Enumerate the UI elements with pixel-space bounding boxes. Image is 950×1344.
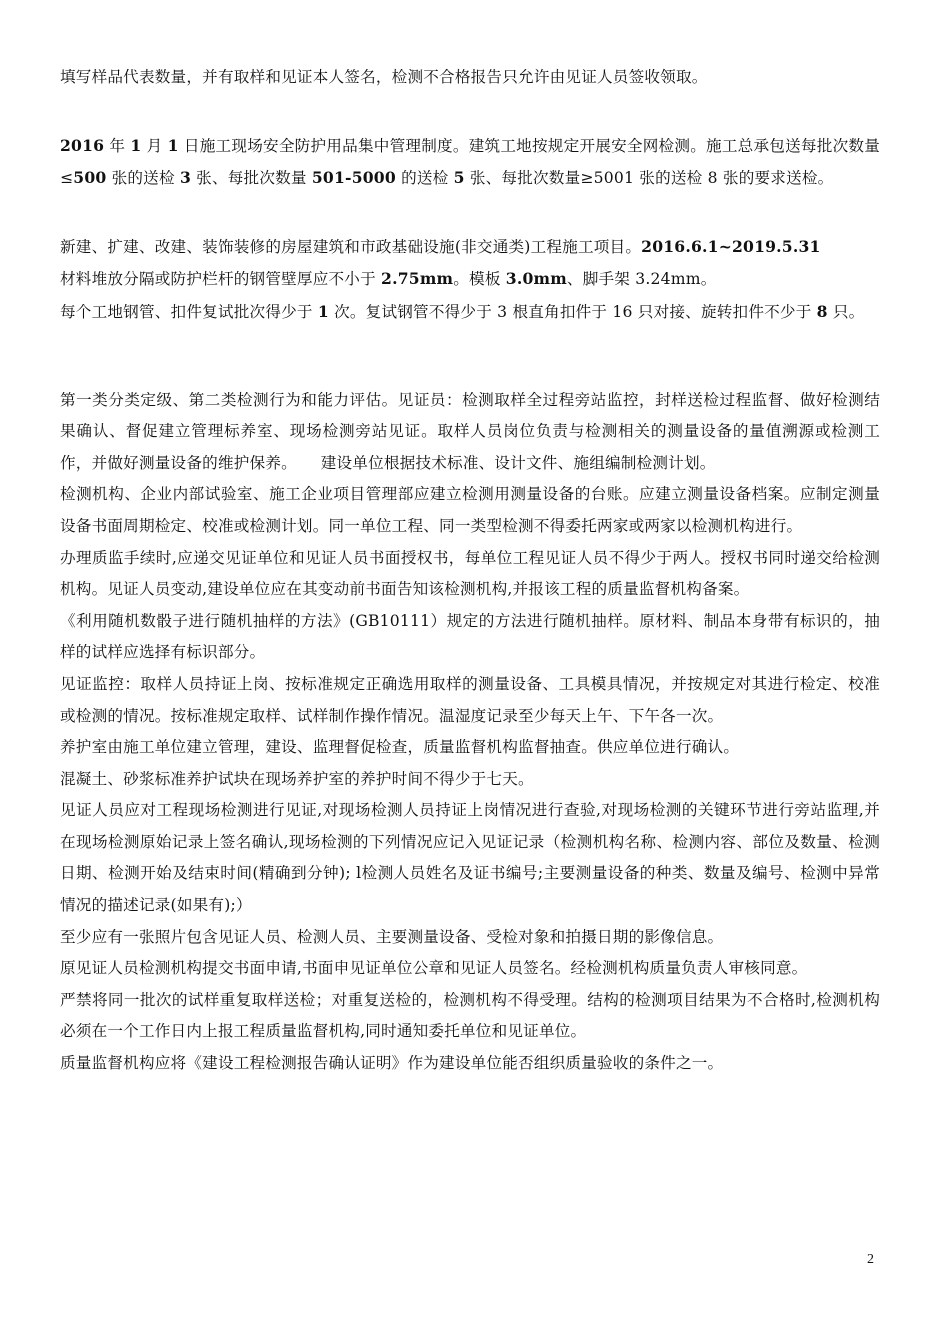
text-bold: 2016.6.1~2019.5.31 — [641, 236, 821, 256]
text-bold: 1 — [317, 301, 329, 321]
spacer — [60, 94, 880, 130]
paragraph-random-sampling: 《利用随机数骰子进行随机抽样的方法》(GB10111）规定的方法进行随机抽样。原材料、制品本身带有标识的，抽样的试样应选择有标识部分。 — [60, 611, 880, 662]
paragraph-witness-monitoring: 见证监控：取样人员持证上岗、按标准规定正确选用取样的测量设备、工具模具情况，并按规定对其进行检定、校准或检测的情况。按标准规定取样、试样制作操作情况。温湿度记录至少每天上午、下午各一次。 — [60, 674, 880, 725]
text: 月 — [141, 136, 168, 155]
text: 张、每批次数量 — [191, 169, 312, 188]
paragraph-curing-time: 混凝土、砂浆标准养护试块在现场养护室的养护时间不得少于七天。 — [60, 769, 534, 788]
paragraph-safety-net-inspection — [60, 130, 880, 195]
paragraph-equipment-ledger: 检测机构、企业内部试验室、施工企业项目管理部应建立检测用测量设备的台账。应建立测量设备档案。应制定测量设备书面周期检定、校准或检测计划。同一单位工程、同一类型检测不得委托两家或两家以检测机构进行。 — [60, 485, 880, 535]
text-bold: 5 — [453, 168, 465, 188]
text: 只。 — [827, 302, 865, 321]
text: 的送检 — [395, 169, 454, 188]
paragraph-witness-duties: 第一类分类定级、第二类检测行为和能力评估。见证员：检测取样全过程旁站监控，封样送检过程监督、做好检测结果确认、督促建立管理标养室、现场检测旁站见证。取样人员岗位负责与检测相关的测量设备的量值溯源或检测工作，并做好测量设备的维护保养。 建设单位根据技术标准、设计文件、施组编制检测计划。 — [60, 390, 880, 472]
paragraph-witness-change: 原见证人员检测机构提交书面申请,书面申见证单位公章和见证人员签名。经检测机构质量负责人审核同意。 — [60, 959, 808, 978]
text: 次。复试钢管不得少于 3 根直角扣件于 16 只对接、旋转扣件不少于 — [328, 302, 817, 321]
text-bold: 3.0mm — [505, 269, 567, 289]
text: 张的送检 — [106, 169, 180, 188]
paragraph-no-repeat-sampling: 严禁将同一批次的试样重复取样送检；对重复送检的，检测机构不得受理。结构的检测项目结果为不合格时,检测机构必须在一个工作日内上报工程质量监督机构,同时通知委托单位和见证单位。 — [60, 990, 880, 1041]
paragraph-site-inspection-witness: 见证人员应对工程现场检测进行见证,对现场检测人员持证上岗情况进行查验,对现场检测的关键环节进行旁站监理,并在现场检测原始记录上签名确认,现场检测的下列情况应记入见证记录（检测机构名称、检测内容、部位及数量、检测日期、检测开始及结束时间(精确到分钟); l检测人员姓名及证书编号;主要测量设备的种类、数量及编号、检测中异常情况的描述记录(如果有);） — [60, 801, 880, 915]
paragraph-curing-room: 养护室由施工单位建立管理，建设、监理督促检查，质量监督机构监督抽查。供应单位进行确认。 — [60, 738, 740, 757]
paragraph-report-confirmation: 质量监督机构应将《建设工程检测报告确认证明》作为建设单位能否组织质量验收的条件之一。 — [60, 1054, 724, 1073]
spacer — [60, 329, 880, 385]
text-bold: 500 — [73, 168, 107, 188]
text-bold: 1 — [167, 135, 179, 155]
paragraph-sample-quantity: 填写样品代表数量，并有取样和见证本人签名，检测不合格报告只允许由见证人员签收领取。 — [60, 68, 708, 86]
text: 材料堆放分隔或防护栏杆的钢管壁厚应不小于 — [60, 270, 382, 289]
text: 、脚手架 3.24mm。 — [566, 270, 717, 289]
text-bold: 2.75mm — [381, 269, 454, 289]
text: 。模板 — [453, 270, 506, 289]
document-body — [60, 62, 880, 1080]
text: 张、每批次数量≥5001 张的送检 8 张的要求送检。 — [464, 169, 834, 188]
spacer — [60, 195, 880, 231]
page-number: 2 — [867, 1252, 874, 1267]
text-bold: 1 — [130, 135, 142, 155]
text-bold: 8 — [816, 301, 828, 321]
paragraph-steel-pipe-thickness — [60, 263, 880, 296]
text: 日施工现场安全防护用品集中管理制度。建筑工地按规定开展安全网检测。施工总承包送每批次数量≤ — [60, 136, 881, 188]
paragraph-project-scope — [60, 231, 880, 264]
text: 新建、扩建、改建、装饰装修的房屋建筑和市政基础设施(非交通类)工程施工项目。 — [60, 237, 642, 256]
text-bold: 3 — [179, 168, 191, 188]
paragraph-photo-record: 至少应有一张照片包含见证人员、检测人员、主要测量设备、受检对象和拍摄日期的影像信息。 — [60, 927, 724, 946]
text: 每个工地钢管、扣件复试批次得少于 — [60, 302, 318, 321]
paragraph-retest-batches — [60, 296, 880, 329]
text: 年 — [104, 136, 131, 155]
paragraph-authorization: 办理质监手续时,应递交见证单位和见证人员书面授权书，每单位工程见证人员不得少于两人。授权书同时递交给检测机构。见证人员变动,建设单位应在其变动前书面告知该检测机构,并报该工程的质量监督机构备案。 — [60, 548, 880, 599]
text-bold: 501-5000 — [311, 168, 396, 188]
text-bold: 2016 — [60, 135, 105, 155]
